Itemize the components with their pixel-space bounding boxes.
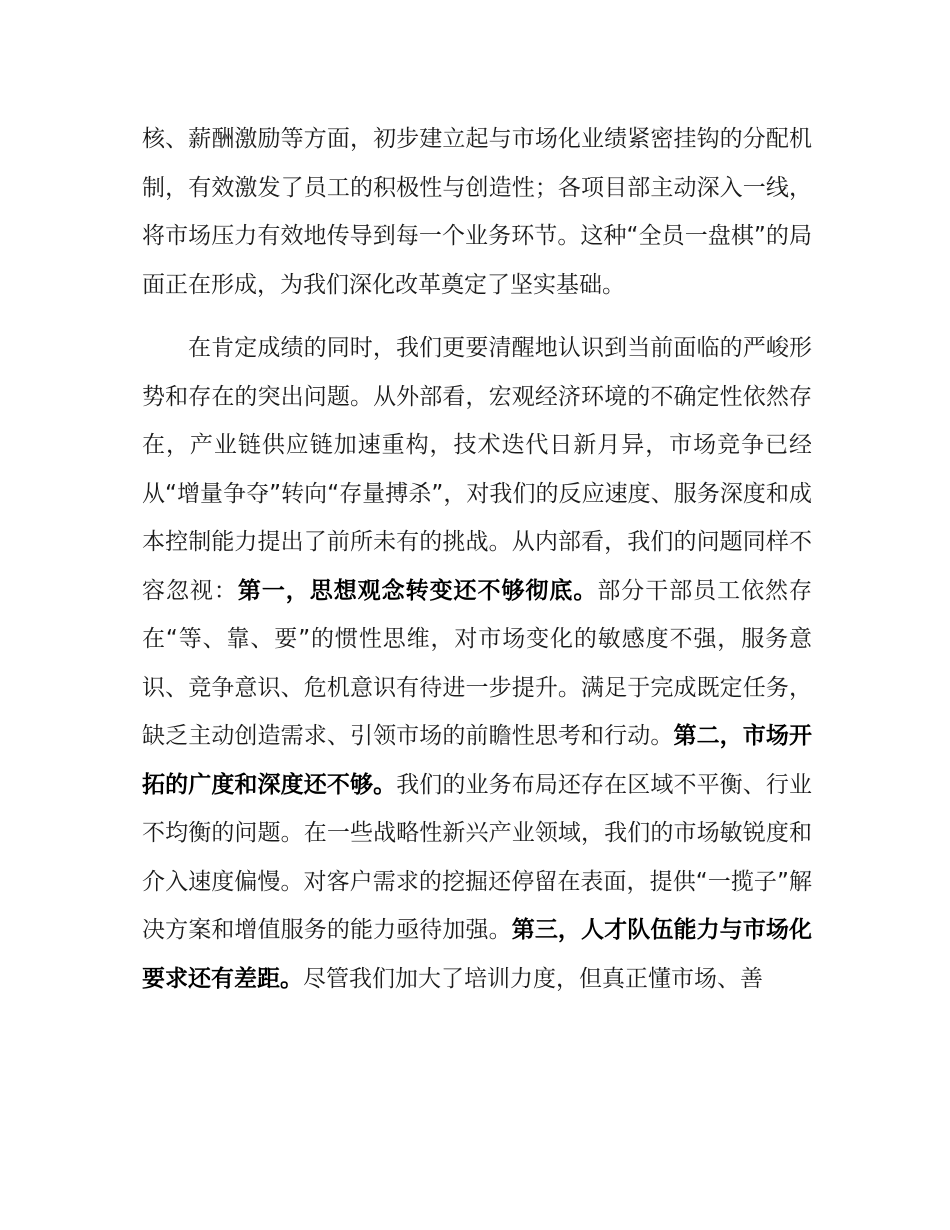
paragraph-2 [142, 324, 812, 1003]
paragraph-1-text: 核、薪酬激励等方面，初步建立起与市场化业绩紧密挂钩的分配机制，有效激发了员工的积极性与创造性；各项目部主动深入一线，将市场压力有效地传导到每一个业务环节。这种“全员一盘棋”的局面正在形成，为我们深化改革奠定了坚实基础。 [142, 126, 812, 298]
paragraph-2-intro-text: 在肯定成绩的同时，我们更要清醒地认识到当前面临的严峻形势和存在的突出问题。从外部看，宏观经济环境的不确定性依然存在，产业链供应链加速重构，技术迭代日新月异，市场竞争已经从“增量争夺”转向“存量搏杀”，对我们的反应速度、服务深度和成本控制能力提出了前所未有的挑战。从内部看，我们的问题同样不容忽视： [142, 335, 812, 604]
point-three-text: 尽管我们加大了培训力度，但真正懂市场、善 [303, 965, 763, 992]
point-two-text: 我们的业务布局还存在区域不平衡、行业不均衡的问题。在一些战略性新兴产业领域，我们的市场敏锐度和介入速度偏慢。对客户需求的挖掘还停留在表面，提供“一揽子”解决方案和增值服务的能力亟待加强。 [142, 771, 813, 943]
document-body [142, 115, 812, 1003]
point-three-heading: 第三，人才队伍能力与市场化要求还有差距。 [142, 917, 813, 992]
point-two-heading: 第二，市场开拓的广度和深度还不够。 [142, 723, 813, 798]
point-one-heading: 第一，思想观念转变还不够彻底。 [237, 577, 598, 604]
point-one-text: 部分干部员工依然存在“等、靠、要”的惯性思维，对市场变化的敏感度不强，服务意识、竞争意识、危机意识有待进一步提升。满足于完成既定任务，缺乏主动创造需求、引领市场的前瞻性思考和行动。 [142, 577, 813, 749]
paragraph-1 [142, 115, 812, 309]
